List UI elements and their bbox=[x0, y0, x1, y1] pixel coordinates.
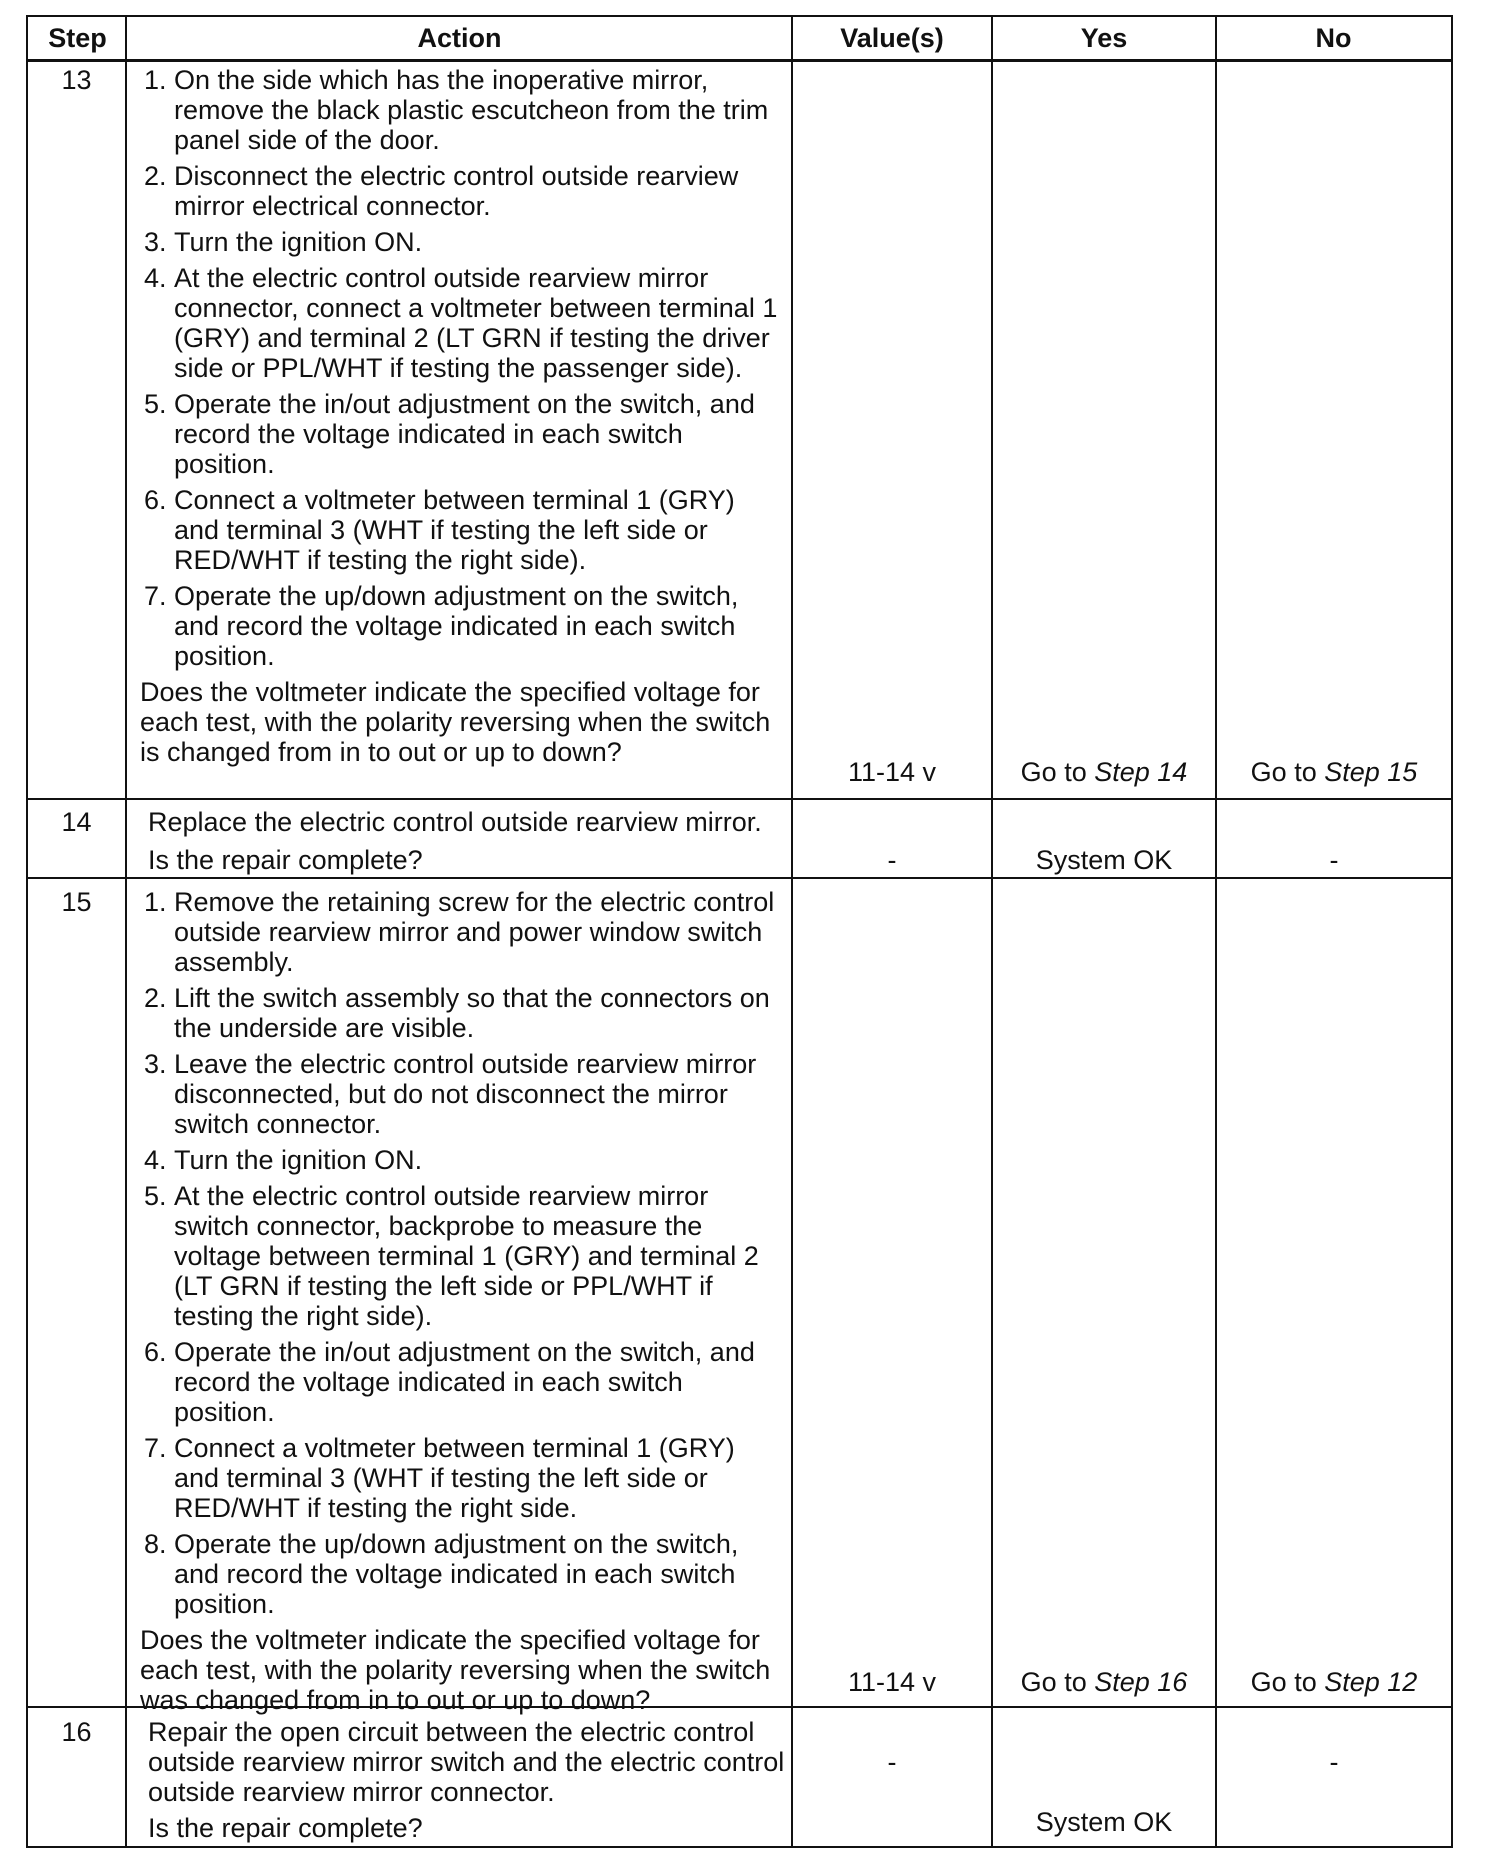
column-divider bbox=[1215, 17, 1217, 1846]
header-values: Value(s) bbox=[792, 17, 992, 62]
action-item: 1. On the side which has the inoperative mirror, remove the black plastic escutcheon from the trim panel side of the door. bbox=[174, 65, 785, 155]
action-item: 3. Turn the ignition ON. bbox=[174, 227, 785, 257]
action-item: 1. Remove the retaining screw for the electric control outside rearview mirror and power window switch assembly. bbox=[174, 887, 785, 977]
action-item: 2. Disconnect the electric control outside rearview mirror electrical connector. bbox=[174, 161, 785, 221]
goto-label: Go to bbox=[1250, 1667, 1317, 1697]
row-divider bbox=[28, 798, 1451, 800]
action-item: 6. Connect a voltmeter between terminal 1 (GRY) and terminal 3 (WHT if testing the left side or RED/WHT if testing the right side). bbox=[174, 485, 785, 575]
row-divider bbox=[28, 877, 1451, 879]
no-cell: - bbox=[1329, 845, 1339, 875]
action-question: Is the repair complete? bbox=[148, 845, 423, 875]
yes-cell: System OK bbox=[1035, 845, 1173, 875]
yes-cell bbox=[993, 1667, 1215, 1697]
action-item: 3. Leave the electric control outside rearview mirror disconnected, but do not disconnect the mirror switch connector. bbox=[174, 1049, 785, 1139]
column-divider bbox=[791, 17, 793, 1846]
step-ref: Step 15 bbox=[1324, 757, 1418, 787]
no-cell bbox=[1217, 757, 1451, 787]
action-cell bbox=[140, 65, 785, 767]
action-item: 8. Operate the up/down adjustment on the switch, and record the voltage indicated in each switch position. bbox=[174, 1529, 785, 1619]
header-step: Step bbox=[28, 17, 127, 62]
action-question: Does the voltmeter indicate the specified voltage for each test, with the polarity reversing when the switch was changed from in to out or up to down? bbox=[140, 1625, 771, 1715]
action-item: 4. Turn the ignition ON. bbox=[174, 1145, 785, 1175]
yes-cell: System OK bbox=[1035, 1807, 1173, 1837]
value-cell: - bbox=[887, 845, 897, 875]
action-list bbox=[140, 65, 785, 671]
column-divider bbox=[991, 17, 993, 1846]
step-ref: Step 12 bbox=[1324, 1667, 1418, 1697]
action-cell bbox=[140, 887, 785, 1715]
goto-label: Go to bbox=[1250, 757, 1317, 787]
goto-label: Go to bbox=[1020, 757, 1087, 787]
yes-cell bbox=[993, 757, 1215, 787]
action-cell bbox=[148, 1717, 785, 1843]
action-question: Does the voltmeter indicate the specified voltage for each test, with the polarity reversing when the switch is changed from in to out or up to down? bbox=[140, 677, 771, 767]
action-question: Is the repair complete? bbox=[148, 1813, 423, 1843]
step-ref: Step 16 bbox=[1094, 1667, 1188, 1697]
step-ref: Step 14 bbox=[1094, 757, 1188, 787]
no-cell: - bbox=[1329, 1747, 1339, 1777]
step-number: 14 bbox=[61, 807, 92, 837]
action-item: 7. Connect a voltmeter between terminal 1 (GRY) and terminal 3 (WHT if testing the left side or RED/WHT if testing the right side. bbox=[174, 1433, 785, 1523]
value-cell: - bbox=[887, 1747, 897, 1777]
action-item: 7. Operate the up/down adjustment on the switch, and record the voltage indicated in each switch position. bbox=[174, 581, 785, 671]
action-item: 5. Operate the in/out adjustment on the switch, and record the voltage indicated in each switch position. bbox=[174, 389, 785, 479]
action-item: 6. Operate the in/out adjustment on the switch, and record the voltage indicated in each switch position. bbox=[174, 1337, 785, 1427]
action-list bbox=[140, 887, 785, 1619]
step-number: 16 bbox=[61, 1717, 92, 1747]
action-item: 5. At the electric control outside rearview mirror switch connector, backprobe to measure the voltage between terminal 1 (GRY) and terminal 2 (LT GRN if testing the left side or PPL/WHT if testing the right side). bbox=[174, 1181, 785, 1331]
step-number: 13 bbox=[61, 65, 92, 95]
value-cell: 11-14 v bbox=[847, 1667, 937, 1697]
action-text: Repair the open circuit between the electric control outside rearview mirror switch and the electric control outside rearview mirror connector. bbox=[148, 1717, 785, 1807]
action-text: Replace the electric control outside rearview mirror. bbox=[148, 807, 762, 837]
step-number: 15 bbox=[61, 887, 92, 917]
goto-label: Go to bbox=[1020, 1667, 1087, 1697]
diagnostic-table bbox=[26, 15, 1453, 1848]
column-divider bbox=[125, 17, 127, 1846]
header-action: Action bbox=[127, 17, 792, 62]
header-yes: Yes bbox=[992, 17, 1216, 62]
action-item: 4. At the electric control outside rearview mirror connector, connect a voltmeter between terminal 1 (GRY) and terminal 2 (LT GRN if testing the driver side or PPL/WHT if testing the passenger side). bbox=[174, 263, 785, 383]
action-cell bbox=[148, 807, 785, 875]
header-no: No bbox=[1216, 17, 1451, 62]
no-cell bbox=[1217, 1667, 1451, 1697]
action-item: 2. Lift the switch assembly so that the connectors on the underside are visible. bbox=[174, 983, 785, 1043]
value-cell: 11-14 v bbox=[847, 757, 937, 787]
